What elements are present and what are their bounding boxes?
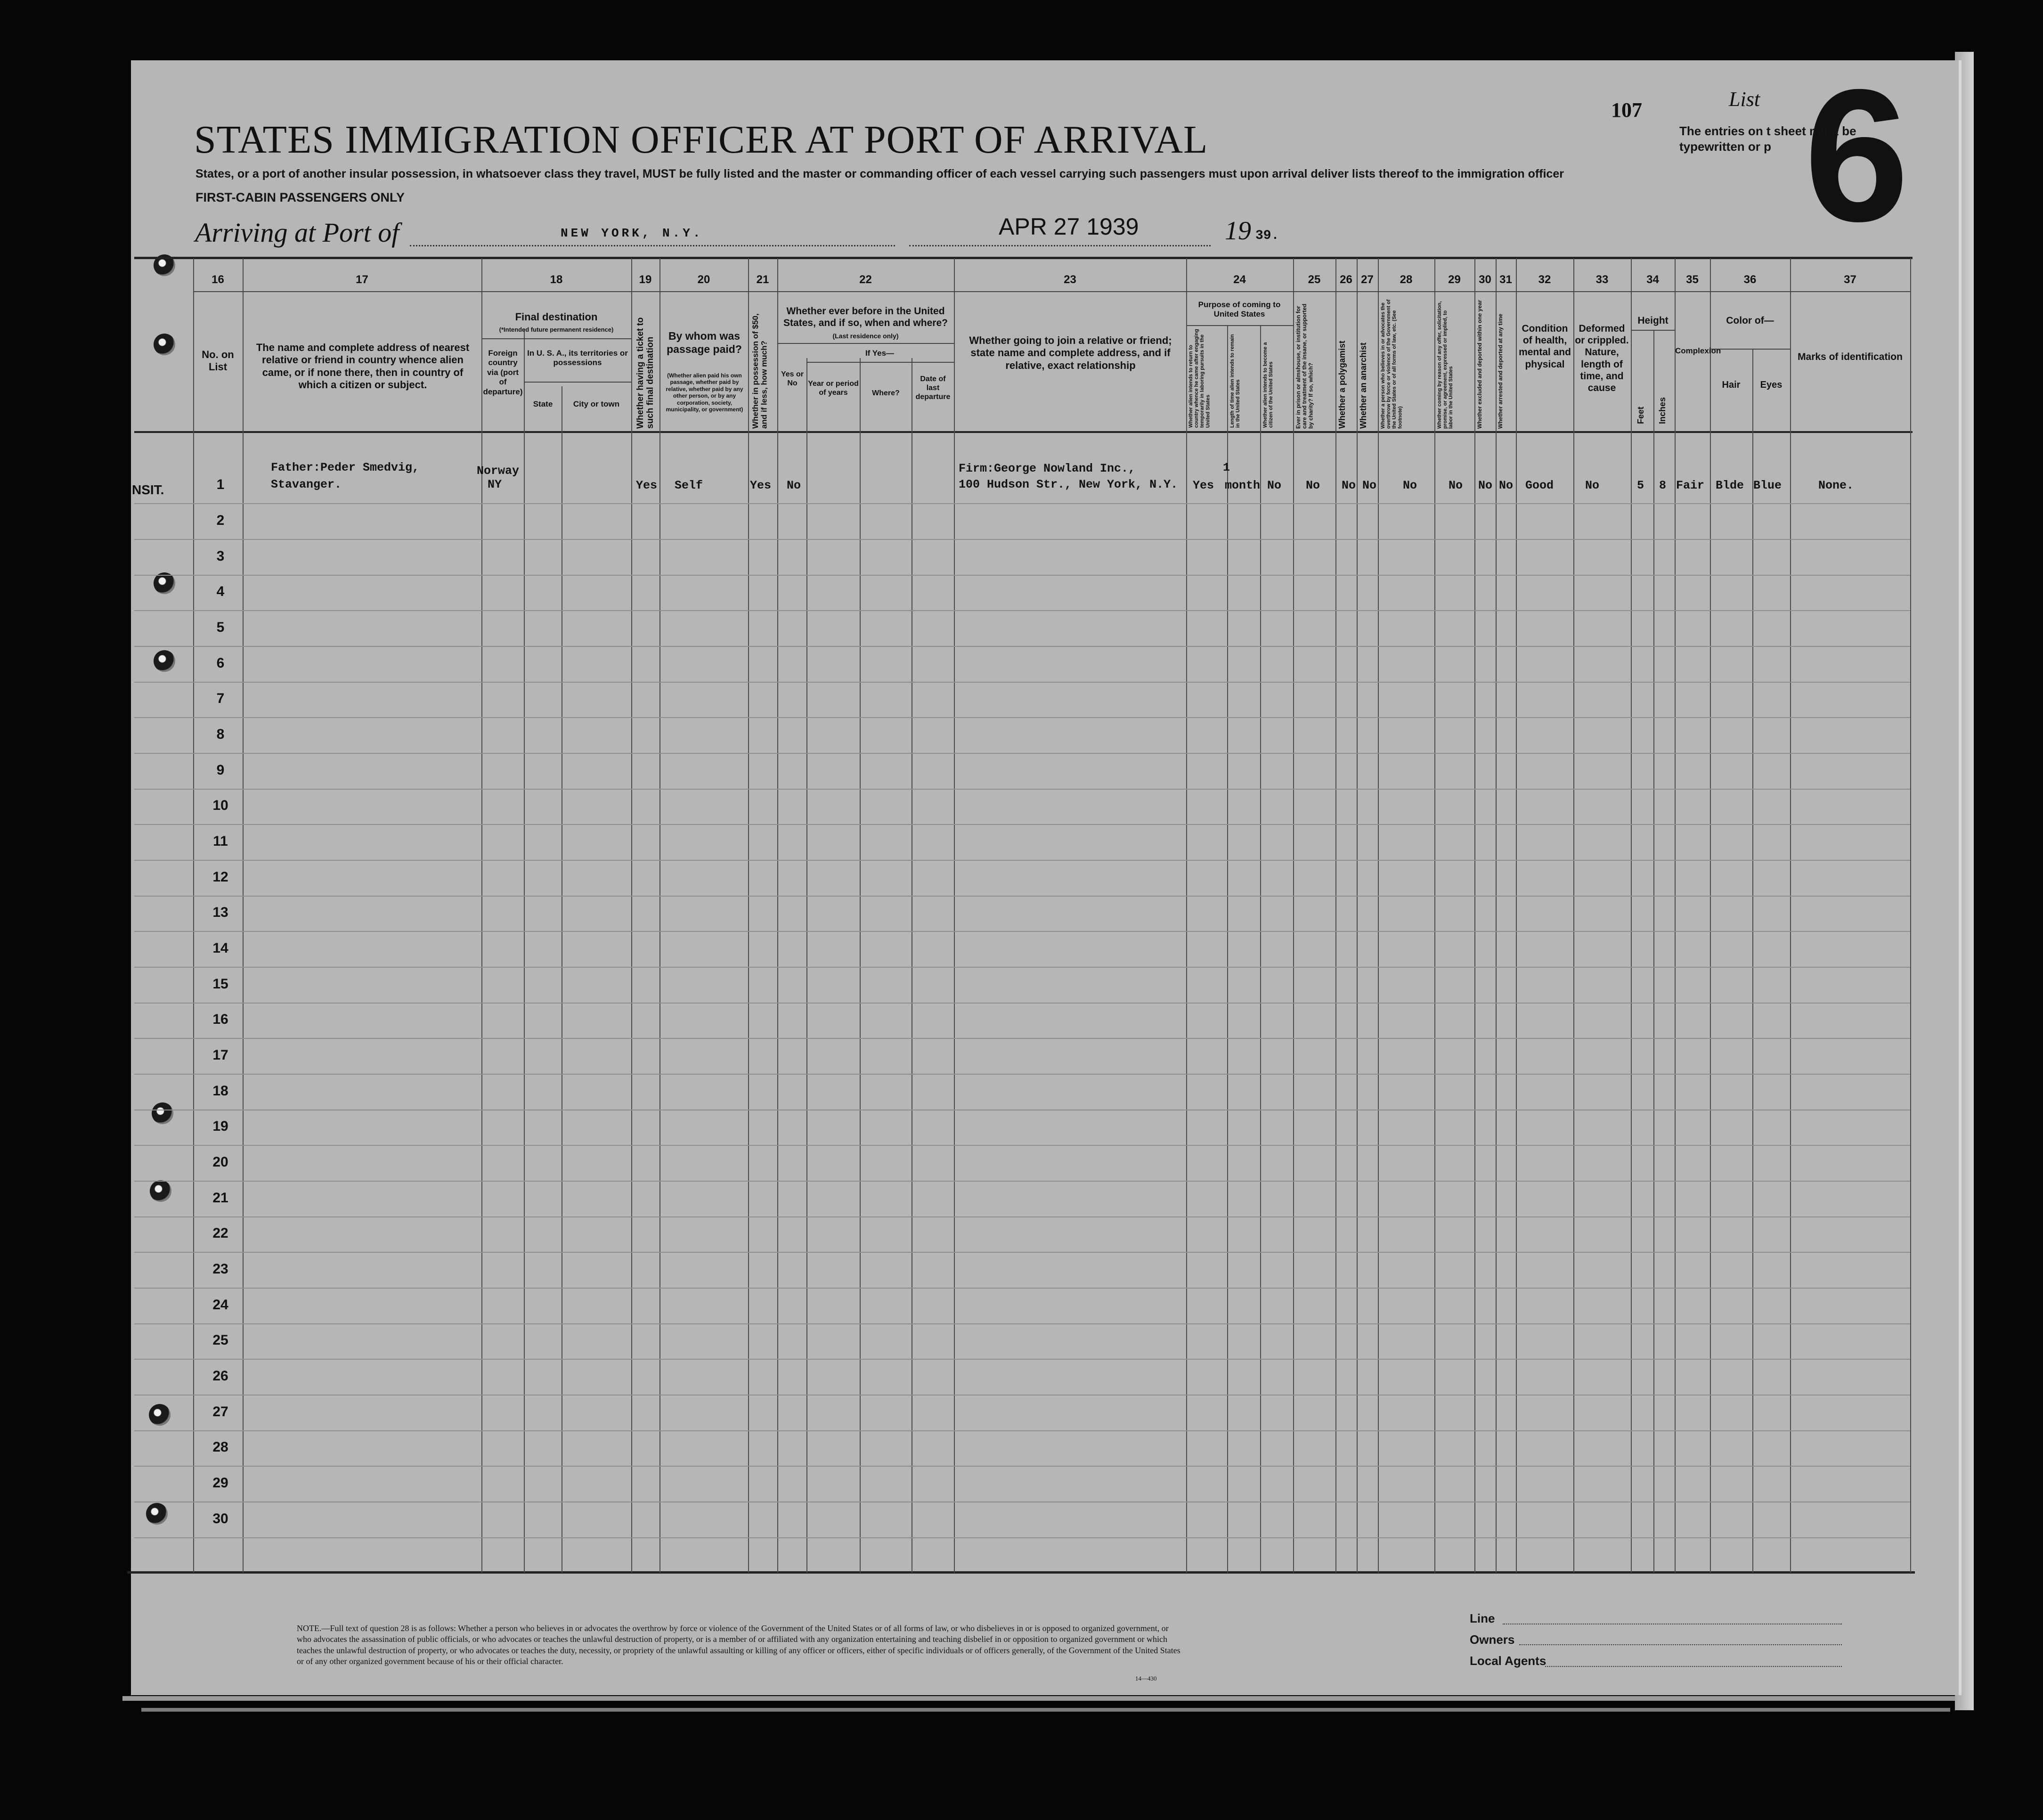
header-if-yes: If Yes— (865, 349, 895, 358)
punch-hole (146, 1503, 168, 1525)
col-rule (1516, 258, 1517, 1573)
colnum-20: 20 (697, 273, 710, 286)
paper-edge-bottom (141, 1708, 1950, 1712)
row-rule (134, 967, 1910, 968)
owners-label: Owners (1470, 1632, 1515, 1647)
paper-edge-bottom (122, 1696, 1955, 1701)
list-label: List (1729, 88, 1760, 111)
col-rule (1186, 258, 1187, 1573)
table-bottom-rule (127, 1571, 1915, 1574)
port-underline (410, 245, 895, 246)
col-rule (1573, 258, 1574, 1573)
row-rule (134, 1145, 1910, 1146)
col-rule (1710, 258, 1711, 1573)
foreign-country: Norway (477, 464, 520, 478)
row-number: 9 (216, 762, 225, 778)
header-color: Color of— (1726, 315, 1774, 326)
row-number: 23 (212, 1261, 228, 1277)
header-arrested: Whether arrested and deported at any time (1497, 313, 1504, 429)
colnum-23: 23 (1064, 273, 1076, 286)
row-number: 24 (212, 1297, 228, 1313)
local-agents-label: Local Agents (1470, 1654, 1546, 1668)
row-rule (134, 575, 1910, 576)
header-deformed: Deformed or crippled. Nature, length of time, and cause (1575, 323, 1629, 393)
col-rule (1496, 258, 1497, 1573)
col-rule (1434, 258, 1435, 1573)
paid-by: Self (675, 479, 703, 492)
table-top-rule (134, 257, 1913, 259)
header-length-of-stay: Length of time alien intends to remain in the United States (1229, 334, 1241, 428)
header-last-departure: Date of last departure (915, 375, 951, 401)
header-final-destination: Final destination (515, 311, 598, 323)
col-rule (860, 358, 861, 1573)
class-note: FIRST-CABIN PASSENGERS ONLY (195, 190, 405, 204)
header-polygamist: Whether a polygamist (1337, 340, 1347, 429)
header-labor-offer: Whether coming by reason of any offer, solicitation, promise, or agreement, expressed or implied, to labor in the United States (1437, 301, 1454, 429)
header-eyes: Eyes (1760, 380, 1783, 390)
colnum-34: 34 (1646, 273, 1659, 286)
arrested: No (1499, 479, 1514, 492)
polygamist: No (1342, 479, 1356, 492)
rule (1631, 330, 1675, 331)
prison: No (1306, 479, 1320, 492)
fifty-dollars: Yes (750, 479, 772, 492)
row-rule (134, 646, 1910, 647)
row-rule (134, 1395, 1910, 1396)
row-number: 25 (212, 1332, 228, 1348)
punch-hole (154, 334, 175, 355)
col-rule (1752, 349, 1753, 1573)
row-number: 29 (212, 1475, 228, 1491)
col-rule (524, 330, 525, 1573)
joining-name: Firm:George Nowland Inc., (959, 462, 1136, 475)
height-inches: 8 (1659, 479, 1667, 492)
relative-name: Father:Peder Smedvig, (271, 461, 420, 474)
height-feet: 5 (1637, 479, 1644, 492)
row-number: 28 (212, 1439, 228, 1455)
col-rule (481, 258, 482, 1573)
colnum-29: 29 (1448, 273, 1461, 286)
excluded: No (1478, 479, 1493, 492)
row-number: 7 (216, 691, 225, 706)
header-city: City or town (573, 400, 620, 408)
length-unit: month (1225, 479, 1261, 492)
col-rule (1474, 258, 1475, 1573)
header-foreign-country: Foreign country via (port of departure) (483, 349, 523, 396)
row-number: 17 (212, 1047, 228, 1063)
punch-hole (149, 1404, 171, 1426)
row-rule (134, 1288, 1910, 1289)
rule (1186, 325, 1293, 326)
row-number: 10 (212, 798, 228, 813)
colnum-35: 35 (1686, 273, 1699, 286)
header-excluded: Whether excluded and deported within one year (1476, 300, 1483, 429)
row-number: 8 (216, 726, 225, 742)
hair-color: Blde (1716, 479, 1744, 492)
col-rule (631, 258, 632, 1573)
row-rule (134, 1466, 1910, 1467)
row-rule (134, 1430, 1910, 1431)
margin-note: NSIT. (132, 482, 164, 497)
instructions: States, or a port of another insular possession, in whatsoever class they travel, MUST be fully listed and the master or commanding officer of each vessel carrying such passengers must upon arrival deliver lists thereof to the immigration officer (195, 167, 1564, 180)
manifest-sheet (131, 50, 1962, 1695)
row-number: 19 (212, 1118, 228, 1134)
row-rule (134, 1181, 1910, 1182)
col-rule (1357, 258, 1358, 1573)
col-rule (1260, 325, 1261, 1573)
col-rule (659, 258, 660, 1573)
punch-hole (154, 650, 175, 672)
typewritten-note: The entries on t sheet must be typewritten or p (1679, 124, 1856, 154)
header-yes-no: Yes or No (781, 370, 804, 388)
colnum-16: 16 (212, 273, 224, 286)
owners-field (1519, 1644, 1842, 1645)
col-rule (748, 258, 749, 1573)
header-joining: Whether going to join a relative or friend; state name and complete address, and if relative, exact relationship (969, 335, 1172, 371)
arrival-date: APR 27 1939 (999, 213, 1139, 240)
row-number: 6 (216, 655, 225, 671)
row-number: 12 (212, 869, 228, 885)
page-number: 107 (1611, 98, 1642, 122)
colnum-18: 18 (550, 273, 563, 286)
identification-marks: None. (1818, 479, 1854, 492)
row-number: 3 (216, 548, 225, 564)
header-return-intent: Whether alien intends to return to country whence he came after engaging temporarily in laboring pursuits in the United States (1188, 329, 1211, 428)
eye-color: Blue (1753, 479, 1782, 492)
col-rule (1675, 258, 1676, 1573)
punch-hole (150, 1180, 171, 1202)
header-bottom-rule (134, 431, 1913, 433)
header-hair: Hair (1722, 380, 1741, 390)
row-number: 13 (212, 905, 228, 920)
date-underline (909, 245, 1211, 246)
col-rule (1335, 258, 1336, 1573)
col-rule (1790, 258, 1791, 1573)
return-intent: Yes (1193, 479, 1214, 492)
colnum-25: 25 (1308, 273, 1321, 286)
row-number: 5 (216, 620, 225, 635)
header-inches: Inches (1658, 397, 1667, 424)
labor-offer: No (1449, 479, 1463, 492)
header-before-in-us-sub: (Last residence only) (832, 332, 899, 340)
col-rule (1910, 258, 1911, 1573)
joining-address: 100 Hudson Str., New York, N.Y. (959, 478, 1178, 491)
header-where: Where? (872, 389, 900, 397)
rule (1710, 349, 1790, 350)
row-rule (134, 789, 1910, 790)
destination-state: NY (488, 478, 502, 491)
row-rule (134, 896, 1910, 897)
row-rule (134, 1359, 1910, 1360)
col-rule (1293, 258, 1294, 1573)
length-number: 1 (1223, 461, 1230, 474)
header-citizen-intent: Whether alien intends to become a citizen of the United States (1262, 342, 1274, 428)
page-title: STATES IMMIGRATION OFFICER AT PORT OF ARRIVAL (194, 118, 1208, 162)
colnum-37: 37 (1844, 273, 1856, 286)
header-list-number: No. on List (202, 349, 234, 373)
complexion: Fair (1676, 479, 1705, 492)
row-number: 11 (213, 833, 228, 849)
row-rule (134, 539, 1910, 540)
year-suffix: 39. (1255, 229, 1279, 243)
header-prison: Ever in prison or almshouse, or institution for care and treatment of the insane, or supported by charity? If so, which? (1295, 303, 1314, 429)
col-rule (954, 258, 955, 1573)
row-number: 30 (212, 1511, 228, 1526)
header-final-destination-sub: (*Intended future permanent residence) (499, 326, 614, 333)
row-rule (134, 717, 1910, 718)
row-rule (134, 1038, 1910, 1039)
row-rule (134, 1216, 1910, 1217)
rule (806, 362, 954, 363)
local-agents-field (1545, 1666, 1842, 1667)
row-number: 2 (216, 513, 225, 528)
row-rule (134, 1074, 1910, 1075)
rule (777, 343, 954, 344)
row-number: 26 (212, 1368, 228, 1384)
header-paid-by: By whom was passage paid? (667, 330, 742, 355)
colnum-24: 24 (1233, 273, 1246, 286)
colnum-22: 22 (859, 273, 872, 286)
colnum-36: 36 (1743, 273, 1757, 286)
relative-address: Stavanger. (271, 478, 342, 491)
ticket-answer: Yes (636, 479, 658, 492)
port-name: NEW YORK, N.Y. (561, 226, 703, 240)
colnum-26: 26 (1340, 273, 1352, 286)
colnum-32: 32 (1538, 273, 1551, 286)
rule (524, 382, 631, 383)
year-prefix: 19 (1225, 216, 1251, 245)
col-rule (1653, 330, 1654, 1573)
header-period: Year or period of years (808, 380, 859, 397)
row-rule (134, 610, 1910, 611)
row-number: 18 (212, 1083, 228, 1099)
citizen-intent: No (1267, 479, 1282, 492)
colnum-30: 30 (1479, 273, 1491, 286)
row-number: 27 (212, 1404, 228, 1420)
header-purpose: Purpose of coming to United States (1198, 300, 1281, 319)
row-rule (134, 1323, 1910, 1324)
header-feet: Feet (1636, 406, 1645, 424)
before-in-us: No (787, 479, 801, 492)
row-number: 1 (216, 477, 225, 492)
row-number: 14 (212, 940, 228, 956)
header-relative: The name and complete address of nearest relative or friend in country whence alien came, or if none there, then in country of which a citizen or subject. (256, 342, 470, 391)
row-number: 4 (216, 584, 225, 599)
colnum-28: 28 (1400, 273, 1413, 286)
list-number: 6 (1804, 50, 1909, 261)
colnum-21: 21 (756, 273, 769, 286)
line-label: Line (1470, 1611, 1495, 1625)
col-rule (1378, 258, 1379, 1573)
row-rule (134, 503, 1910, 504)
row-rule (134, 860, 1910, 861)
colnum-31: 31 (1499, 273, 1512, 286)
row-number: 21 (212, 1190, 228, 1206)
col-rule (243, 258, 244, 1573)
header-paid-by-sub: (Whether alien paid his own passage, whether paid by relative, whether paid by any other person, or by any corporation, society, municipality, or government) (666, 372, 743, 413)
row-rule (134, 682, 1910, 683)
form-number: 14—430 (1135, 1675, 1157, 1682)
footer-note: NOTE.—Full text of question 28 is as follows: Whether a person who believes in or advocates the overthrow by force or violence of the Government of the United States or of all forms of law, or who disbelieves in or is opposed to organized government, or who advocates the assassination of public officials, or who advocates or teaches the unlawful destruction of property, or is a member of or affiliated with any organization entertaining and teaching disbelief in or opposition to organized government or which teaches the unlawful destruction of property, or who advocates or teaches the duty, necessity, or propriety of the unlawful assaulting or killing of any officer or officers, either of specific individuals or of officers generally, of the Government of the United States or of any other organized government because of his or their official character. (297, 1624, 1180, 1666)
header-fifty-dollars: Whether in possession of $50, and if less, how much? (751, 313, 769, 429)
row-rule (134, 824, 1910, 825)
header-usa: In U. S. A., its territories or possessions (527, 349, 628, 367)
overthrow: No (1403, 479, 1417, 492)
colnum-27: 27 (1361, 273, 1374, 286)
row-number: 16 (212, 1012, 228, 1027)
row-number: 15 (212, 976, 228, 992)
row-rule (134, 1252, 1910, 1253)
col-rule (806, 358, 807, 1573)
row-rule (134, 753, 1910, 754)
deformed: No (1585, 479, 1600, 492)
colnum-19: 19 (639, 273, 652, 286)
header-anarchist: Whether an anarchist (1359, 342, 1368, 429)
col-rule (777, 258, 778, 1573)
header-before-in-us: Whether ever before in the United States, and if so, when and where? (783, 306, 948, 329)
rule (481, 338, 631, 339)
header-height: Height (1637, 315, 1669, 326)
row-number: 22 (212, 1225, 228, 1241)
header-overthrow: Whether a person who believes in or advocates the overthrow by force or violence of the Government of the United States or of all forms of law, etc. (See footnote) (1380, 299, 1403, 429)
punch-hole (152, 1102, 173, 1124)
col-rule (193, 258, 194, 1573)
row-rule (134, 931, 1910, 932)
colnum-33: 33 (1595, 273, 1609, 286)
header-state: State (533, 400, 553, 408)
row-rule (134, 1537, 1910, 1538)
colnum-17: 17 (356, 273, 368, 286)
arriving-label: Arriving at Port of (195, 217, 399, 248)
col-rule (1631, 258, 1632, 1573)
health: Good (1525, 479, 1554, 492)
anarchist: No (1362, 479, 1377, 492)
header-marks: Marks of identification (1798, 351, 1903, 362)
col-rule (1227, 325, 1228, 1573)
header-complexion: Complexion (1675, 346, 1721, 355)
row-number: 20 (212, 1154, 228, 1170)
colnum-rule (193, 291, 1910, 292)
header-ticket: Whether having a ticket to such final destination (635, 317, 655, 429)
header-health: Condition of health, mental and physical (1519, 323, 1571, 370)
row-rule (134, 1003, 1910, 1004)
